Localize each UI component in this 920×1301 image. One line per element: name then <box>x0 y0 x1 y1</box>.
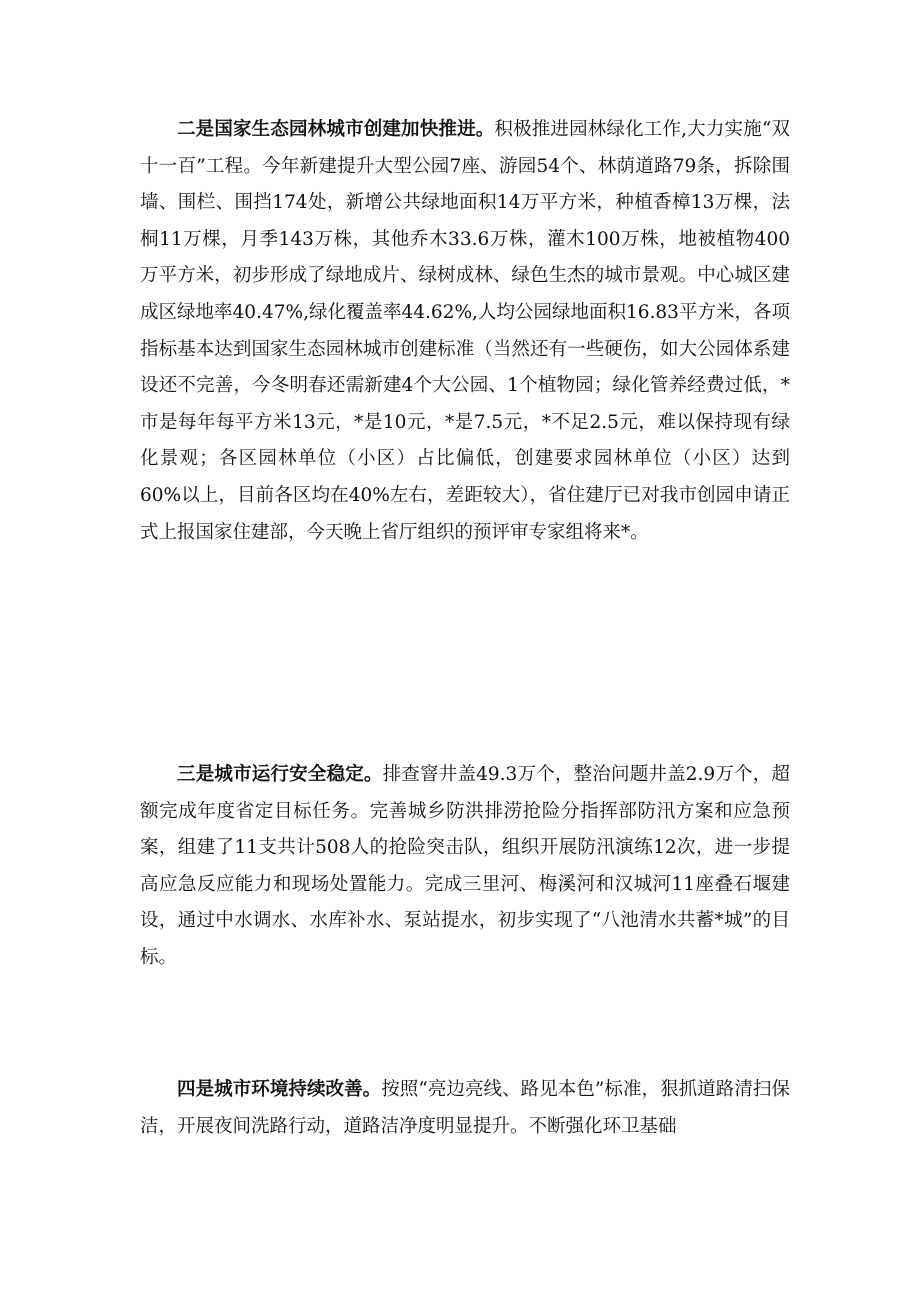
paragraph-city-environment <box>140 1072 790 1145</box>
paragraph-eco-garden-city <box>140 112 790 551</box>
paragraph-body: 按照“亮边亮线、路见本色”标准，狠抓道路清扫保洁，开展夜间洗路行动，道路洁净度明显提升。不断强化环卫基础 <box>140 1079 790 1137</box>
paragraph-heading: 二是国家生态园林城市创建加快推进。 <box>177 119 495 140</box>
paragraph-body: 排查窨井盖49.3万个，整治问题井盖2.9万个，超额完成年度省定目标任务。完善城乡防洪排涝抢险分指挥部防汛方案和应急预案，组建了11支共计508人的抢险突击队，组织开展防汛演练12次，进一步提高应急反应能力和现场处置能力。完成三里河、梅溪河和汉城河11座叠石堰建设，通过中水调水、水库补水、泵站提水，初步实现了“八池清水共蓄*城”的目标。 <box>140 764 790 968</box>
paragraph-body: 积极推进园林绿化工作,大力实施“双十一百”工程。今年新建提升大型公园7座、游园54个、林荫道路79条，拆除围墙、围栏、围挡174处，新增公共绿地面积14万平方米，种植香樟13万棵，法桐11万棵，月季143万株，其他乔木33.6万株，灌木100万株，地被植物400万平方米，初步形成了绿地成片、绿树成林、绿色生杰的城市景观。中心城区建成区绿地率40.47%,绿化覆盖率44.62%,人均公园绿地面积16.83平方米，各项指标基本达到国家生态园林城市创建标准（当然还有一些硬伤，如大公园体系建设还不完善，今冬明春还需新建4个大公园、1个植物园；绿化管养经费过低，*市是每年每平方米13元，*是10元，*是7.5元，*不足2.5元，难以保持现有绿化景观；各区园林单位（小区）占比偏低，创建要求园林单位（小区）达到60%以上，目前各区均在40%左右，差距较大），省住建厅已对我市创园申请正式上报国家住建部，今天晚上省厅组织的预评审专家组将来*。 <box>140 119 790 543</box>
paragraph-heading: 三是城市运行安全稳定。 <box>177 764 383 785</box>
paragraph-heading: 四是城市环境持续改善。 <box>177 1079 382 1100</box>
paragraph-city-safety <box>140 757 790 977</box>
